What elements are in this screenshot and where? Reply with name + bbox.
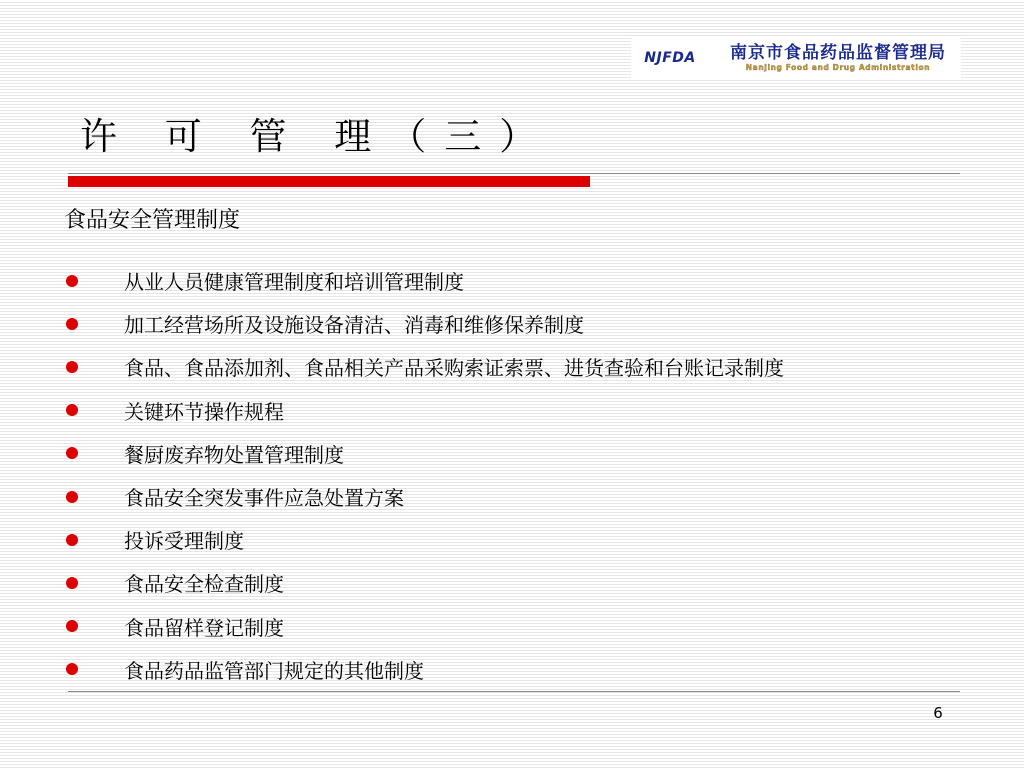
title-accent-bar (68, 176, 590, 187)
bullet-dot-icon (66, 534, 78, 546)
slide-title: 许 可 管 理（三） (80, 115, 555, 158)
logo-abbr: NJFDA (644, 50, 696, 66)
list-item (62, 345, 784, 388)
list-item (62, 475, 784, 518)
footer-divider (68, 691, 960, 692)
bullet-dot-icon (66, 275, 78, 287)
list-item-text: 从业人员健康管理制度和培训管理制度 (124, 270, 464, 295)
bullet-dot-icon (66, 491, 78, 503)
list-item-text: 食品留样登记制度 (124, 615, 284, 640)
list-item (62, 518, 784, 561)
logo-name-cn: 南京市食品药品监督管理局 (730, 43, 946, 63)
bullet-dot-icon (66, 318, 78, 330)
list-item (62, 648, 784, 691)
bullet-dot-icon (66, 361, 78, 373)
slide-subtitle: 食品安全管理制度 (64, 208, 241, 233)
list-item-text: 餐厨废弃物处置管理制度 (124, 442, 344, 467)
logo-name (709, 43, 961, 73)
bullet-dot-icon (66, 620, 78, 632)
list-item (62, 432, 784, 475)
bullet-dot-icon (66, 577, 78, 589)
logo (631, 36, 961, 80)
list-item (62, 259, 784, 302)
title-divider (68, 173, 960, 174)
list-item (62, 302, 784, 345)
list-item (62, 561, 784, 604)
bullet-dot-icon (66, 404, 78, 416)
list-item (62, 389, 784, 432)
list-item-text: 加工经营场所及设施设备清洁、消毒和维修保养制度 (124, 313, 584, 338)
list-item-text: 投诉受理制度 (124, 529, 244, 554)
list-item (62, 605, 784, 648)
list-item-text: 食品、食品添加剂、食品相关产品采购索证索票、进货查验和台账记录制度 (124, 356, 784, 381)
list-item-text: 食品安全突发事件应急处置方案 (124, 486, 404, 511)
bullet-dot-icon (66, 447, 78, 459)
list-item-text: 食品安全检查制度 (124, 572, 284, 597)
list-item-text: 关键环节操作规程 (124, 399, 284, 424)
list-item-text: 食品药品监管部门规定的其他制度 (124, 658, 424, 683)
bullet-dot-icon (66, 663, 78, 675)
bullet-list (62, 259, 784, 691)
logo-name-en: Nanjing Food and Drug Administration (745, 63, 931, 72)
page-number: 6 (933, 704, 943, 722)
